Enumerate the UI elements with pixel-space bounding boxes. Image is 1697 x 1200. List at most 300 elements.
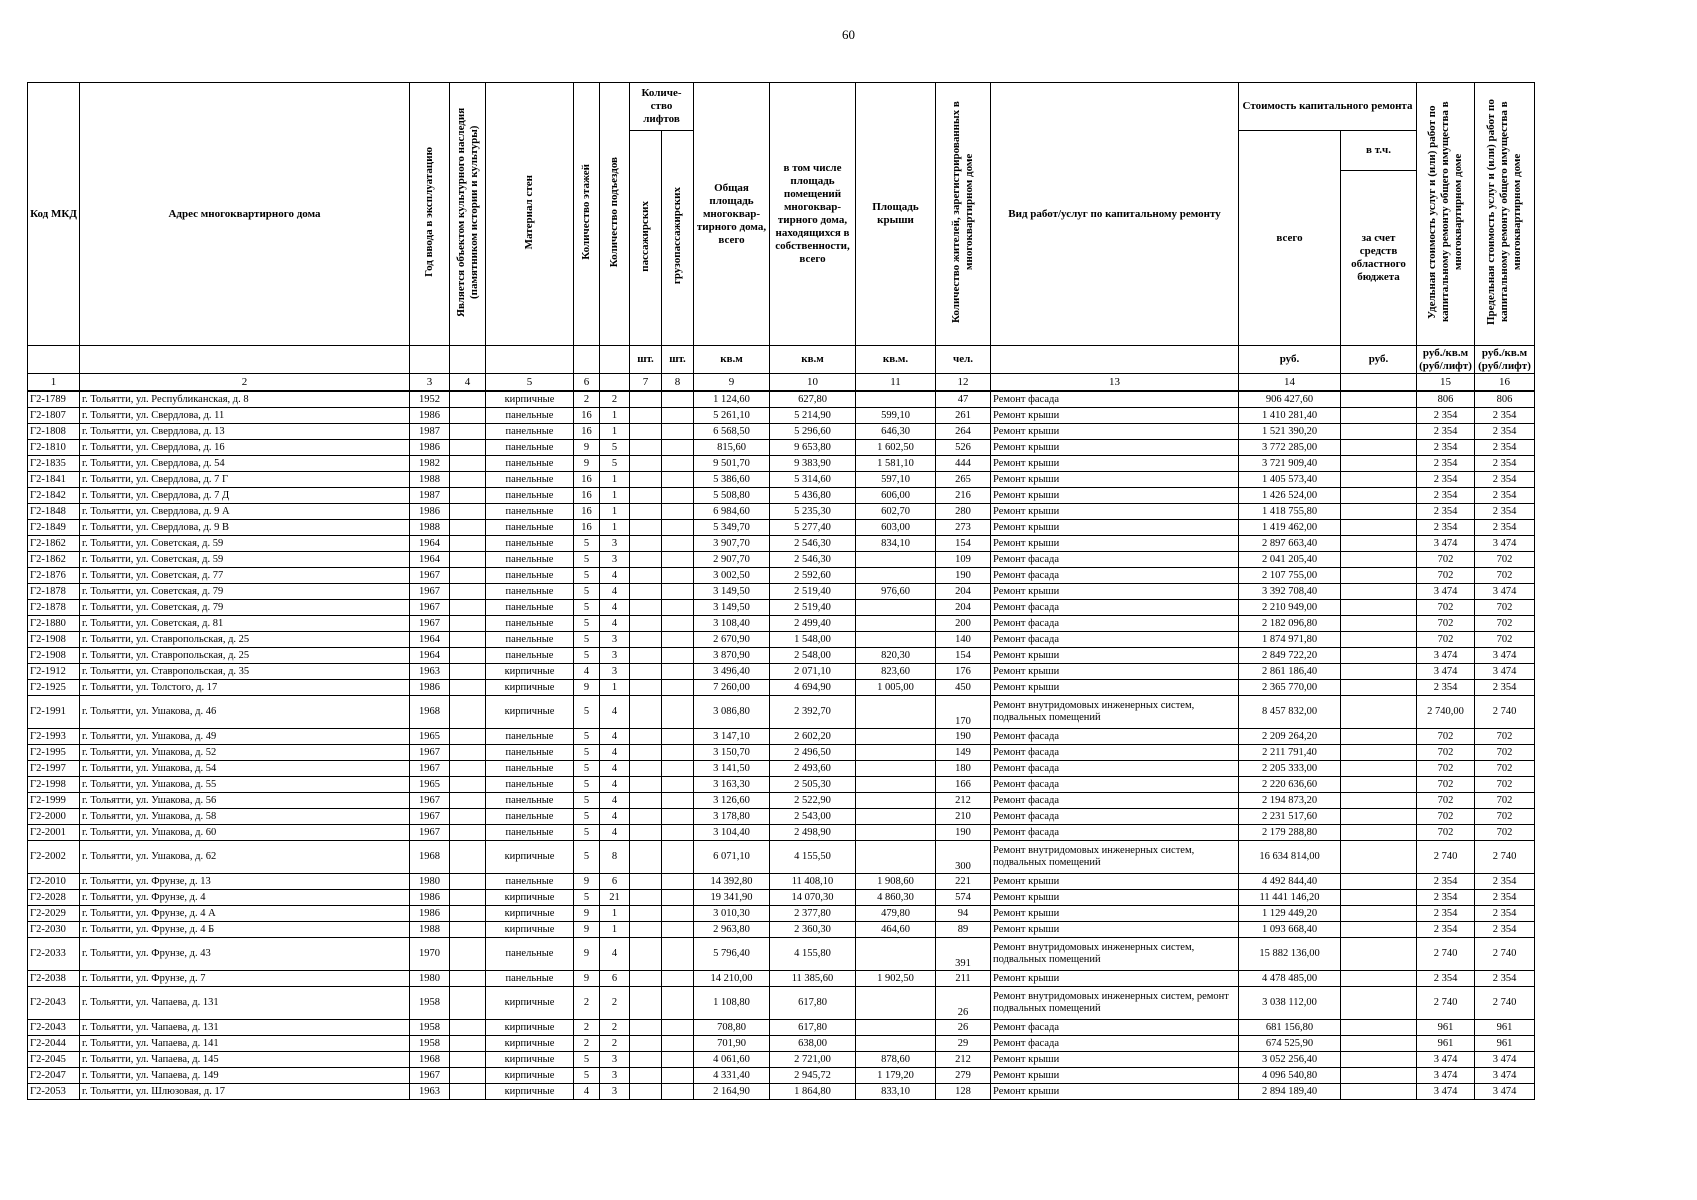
cell-passenger-lifts [630,632,662,648]
cell-heritage [450,1068,486,1084]
cell-year: 1964 [410,552,450,568]
cell-wall-material: кирпичные [486,987,574,1020]
cell-heritage [450,809,486,825]
cell-limit-cost: 702 [1475,729,1535,745]
cell-passenger-lifts [630,536,662,552]
cell-year: 1986 [410,890,450,906]
cell-roof-area: 597,10 [856,472,936,488]
cell-freight-lifts [662,874,694,890]
cell-regional-budget [1341,938,1417,971]
cell-heritage [450,536,486,552]
cell-address: г. Тольятти, ул. Фрунзе, д. 13 [80,874,410,890]
cell-floors: 5 [574,777,600,793]
cell-total-area: 2 963,80 [694,922,770,938]
cell-address: г. Тольятти, ул. Фрунзе, д. 4 А [80,906,410,922]
cell-unit-cost: 3 474 [1417,664,1475,680]
column-number: 11 [856,374,936,392]
cell-address: г. Тольятти, ул. Фрунзе, д. 4 [80,890,410,906]
cell-entrances: 8 [600,841,630,874]
cell-total-area: 3 907,70 [694,536,770,552]
column-number: 4 [450,374,486,392]
unit-owned-area: кв.м [770,346,856,374]
cell-heritage [450,504,486,520]
cell-unit-cost: 2 354 [1417,520,1475,536]
cell-address: г. Тольятти, ул. Ставропольская, д. 25 [80,632,410,648]
cell-year: 1987 [410,424,450,440]
cell-limit-cost: 702 [1475,825,1535,841]
header-owned-area: в том числе площадь помещений многоквар- тирного дома, находящихся в собственности, всего [770,83,856,346]
cell-code: Г2-1849 [28,520,80,536]
cell-limit-cost: 702 [1475,745,1535,761]
cell-unit-cost: 702 [1417,552,1475,568]
cell-total-area: 5 261,10 [694,408,770,424]
cell-code: Г2-2045 [28,1052,80,1068]
cell-owned-area: 2 071,10 [770,664,856,680]
cell-entrances: 2 [600,391,630,408]
cell-regional-budget [1341,1036,1417,1052]
cell-address: г. Тольятти, ул. Советская, д. 79 [80,584,410,600]
cell-regional-budget [1341,777,1417,793]
cell-limit-cost: 2 354 [1475,906,1535,922]
cell-work-type: Ремонт крыши [991,408,1239,424]
cell-total-area: 9 501,70 [694,456,770,472]
cell-cost-total: 8 457 832,00 [1239,696,1341,729]
cell-cost-total: 1 874 971,80 [1239,632,1341,648]
cell-roof-area [856,391,936,408]
table-row [28,616,1535,632]
cell-floors: 9 [574,440,600,456]
cell-cost-total: 2 231 517,60 [1239,809,1341,825]
cell-limit-cost: 3 474 [1475,1068,1535,1084]
cell-roof-area [856,1020,936,1036]
cell-roof-area: 646,30 [856,424,936,440]
cell-total-area: 14 392,80 [694,874,770,890]
cell-entrances: 3 [600,632,630,648]
cell-heritage [450,1036,486,1052]
cell-wall-material: кирпичные [486,664,574,680]
cell-owned-area: 1 864,80 [770,1084,856,1100]
cell-wall-material: кирпичные [486,696,574,729]
cell-heritage [450,632,486,648]
cell-passenger-lifts [630,504,662,520]
cell-limit-cost: 2 740 [1475,987,1535,1020]
cell-limit-cost: 3 474 [1475,584,1535,600]
cell-address: г. Тольятти, ул. Свердлова, д. 9 В [80,520,410,536]
cell-cost-total: 3 052 256,40 [1239,1052,1341,1068]
table-row [28,488,1535,504]
cell-year: 1986 [410,440,450,456]
cell-wall-material: панельные [486,793,574,809]
cell-regional-budget [1341,632,1417,648]
cell-work-type: Ремонт фасада [991,391,1239,408]
cell-address: г. Тольятти, ул. Фрунзе, д. 4 Б [80,922,410,938]
cell-cost-total: 4 492 844,40 [1239,874,1341,890]
cell-unit-cost: 2 740 [1417,938,1475,971]
cell-total-area: 2 907,70 [694,552,770,568]
cell-freight-lifts [662,938,694,971]
cell-cost-total: 3 038 112,00 [1239,987,1341,1020]
cell-work-type: Ремонт фасада [991,568,1239,584]
table-row [28,584,1535,600]
cell-floors: 9 [574,874,600,890]
table-row [28,777,1535,793]
cell-limit-cost: 2 354 [1475,472,1535,488]
cell-owned-area: 2 392,70 [770,696,856,729]
cell-address: г. Тольятти, ул. Чапаева, д. 149 [80,1068,410,1084]
cell-heritage [450,664,486,680]
cell-cost-total: 2 897 663,40 [1239,536,1341,552]
cell-unit-cost: 702 [1417,793,1475,809]
cell-total-area: 3 126,60 [694,793,770,809]
cell-wall-material: панельные [486,616,574,632]
unit-freight-lifts: шт. [662,346,694,374]
cell-address: г. Тольятти, ул. Ушакова, д. 55 [80,777,410,793]
cell-cost-total: 1 405 573,40 [1239,472,1341,488]
column-number: 10 [770,374,856,392]
cell-freight-lifts [662,520,694,536]
cell-passenger-lifts [630,424,662,440]
cell-floors: 16 [574,488,600,504]
cell-residents: 444 [936,456,991,472]
cell-regional-budget [1341,1020,1417,1036]
cell-heritage [450,987,486,1020]
cell-year: 1964 [410,648,450,664]
cell-regional-budget [1341,680,1417,696]
cell-cost-total: 681 156,80 [1239,1020,1341,1036]
cell-total-area: 1 108,80 [694,987,770,1020]
cell-work-type: Ремонт фасада [991,793,1239,809]
cell-roof-area: 602,70 [856,504,936,520]
cell-owned-area: 2 945,72 [770,1068,856,1084]
cell-entrances: 1 [600,472,630,488]
cell-work-type: Ремонт фасада [991,809,1239,825]
cell-address: г. Тольятти, ул. Ставропольская, д. 25 [80,648,410,664]
cell-freight-lifts [662,424,694,440]
cell-residents: 26 [936,1020,991,1036]
cell-residents: 128 [936,1084,991,1100]
cell-total-area: 3 163,30 [694,777,770,793]
cell-floors: 5 [574,648,600,664]
cell-residents: 216 [936,488,991,504]
cell-regional-budget [1341,745,1417,761]
cell-work-type: Ремонт фасада [991,1036,1239,1052]
cell-total-area: 3 086,80 [694,696,770,729]
cell-owned-area: 1 548,00 [770,632,856,648]
cell-work-type: Ремонт крыши [991,890,1239,906]
cell-regional-budget [1341,971,1417,987]
header-limit-cost: Предельная стоимость услуг и (или) работ по капитальному ремонту общего имущества в многоквартирном доме [1475,83,1535,346]
cell-owned-area: 2 377,80 [770,906,856,922]
cell-code: Г2-1908 [28,648,80,664]
cell-total-area: 6 071,10 [694,841,770,874]
cell-residents: 526 [936,440,991,456]
cell-year: 1952 [410,391,450,408]
cell-cost-total: 1 426 524,00 [1239,488,1341,504]
cell-entrances: 21 [600,890,630,906]
cell-wall-material: панельные [486,488,574,504]
cell-work-type: Ремонт крыши [991,1052,1239,1068]
cell-heritage [450,890,486,906]
cell-passenger-lifts [630,472,662,488]
cell-limit-cost: 702 [1475,632,1535,648]
cell-entrances: 3 [600,664,630,680]
cell-total-area: 3 104,40 [694,825,770,841]
cell-freight-lifts [662,1084,694,1100]
unit-residents: чел. [936,346,991,374]
cell-total-area: 3 149,50 [694,584,770,600]
cell-work-type: Ремонт фасада [991,632,1239,648]
cell-cost-total: 2 209 264,20 [1239,729,1341,745]
cell-code: Г2-1835 [28,456,80,472]
cell-regional-budget [1341,729,1417,745]
table-row [28,680,1535,696]
cell-residents: 273 [936,520,991,536]
cell-roof-area: 834,10 [856,536,936,552]
cell-roof-area: 603,00 [856,520,936,536]
cell-residents: 212 [936,1052,991,1068]
cell-address: г. Тольятти, ул. Толстого, д. 17 [80,680,410,696]
cell-year: 1967 [410,809,450,825]
cell-year: 1986 [410,680,450,696]
cell-floors: 9 [574,922,600,938]
column-number: 1 [28,374,80,392]
cell-total-area: 3 150,70 [694,745,770,761]
cell-code: Г2-1993 [28,729,80,745]
cell-address: г. Тольятти, ул. Фрунзе, д. 43 [80,938,410,971]
cell-cost-total: 11 441 146,20 [1239,890,1341,906]
cell-address: г. Тольятти, ул. Ушакова, д. 46 [80,696,410,729]
cell-limit-cost: 2 354 [1475,408,1535,424]
cell-roof-area [856,825,936,841]
cell-limit-cost: 702 [1475,568,1535,584]
cell-regional-budget [1341,922,1417,938]
cell-residents: 211 [936,971,991,987]
cell-roof-area [856,938,936,971]
cell-work-type: Ремонт фасада [991,777,1239,793]
cell-roof-area [856,696,936,729]
cell-regional-budget [1341,841,1417,874]
cell-entrances: 4 [600,938,630,971]
cell-roof-area: 878,60 [856,1052,936,1068]
cell-heritage [450,971,486,987]
cell-floors: 16 [574,504,600,520]
cell-address: г. Тольятти, ул. Чапаева, д. 131 [80,987,410,1020]
cell-year: 1970 [410,938,450,971]
cell-regional-budget [1341,440,1417,456]
cell-cost-total: 2 107 755,00 [1239,568,1341,584]
cell-heritage [450,456,486,472]
capital-repair-table [27,82,1535,1100]
cell-cost-total: 2 894 189,40 [1239,1084,1341,1100]
table-row [28,1036,1535,1052]
cell-code: Г2-1842 [28,488,80,504]
cell-wall-material: панельные [486,971,574,987]
cell-wall-material: панельные [486,504,574,520]
cell-heritage [450,680,486,696]
cell-roof-area [856,1036,936,1052]
cell-heritage [450,408,486,424]
cell-owned-area: 2 519,40 [770,584,856,600]
cell-unit-cost: 2 354 [1417,971,1475,987]
cell-address: г. Тольятти, ул. Свердлова, д. 13 [80,424,410,440]
cell-freight-lifts [662,616,694,632]
table-row [28,745,1535,761]
cell-address: г. Тольятти, ул. Свердлова, д. 16 [80,440,410,456]
cell-entrances: 2 [600,1036,630,1052]
cell-floors: 9 [574,680,600,696]
cell-wall-material: панельные [486,520,574,536]
cell-unit-cost: 702 [1417,825,1475,841]
cell-regional-budget [1341,391,1417,408]
cell-address: г. Тольятти, ул. Чапаева, д. 145 [80,1052,410,1068]
cell-code: Г2-1925 [28,680,80,696]
cell-roof-area [856,632,936,648]
cell-residents: 154 [936,536,991,552]
cell-total-area: 5 386,60 [694,472,770,488]
cell-entrances: 4 [600,729,630,745]
table-row [28,472,1535,488]
cell-residents: 89 [936,922,991,938]
cell-residents: 212 [936,793,991,809]
table-body [28,391,1535,1100]
cell-floors: 9 [574,971,600,987]
cell-wall-material: панельные [486,584,574,600]
cell-address: г. Тольятти, ул. Ушакова, д. 54 [80,761,410,777]
table-row [28,424,1535,440]
table-row [28,729,1535,745]
cell-unit-cost: 702 [1417,729,1475,745]
cell-freight-lifts [662,825,694,841]
cell-total-area: 815,60 [694,440,770,456]
cell-regional-budget [1341,809,1417,825]
cell-code: Г2-2000 [28,809,80,825]
cell-floors: 5 [574,616,600,632]
cell-wall-material: панельные [486,761,574,777]
cell-limit-cost: 2 354 [1475,424,1535,440]
table-row [28,761,1535,777]
header-unit-cost: Удельная стоимость услуг и (или) работ по капитальному ремонту общего имущества в многоквартирном доме [1417,83,1475,346]
cell-entrances: 5 [600,440,630,456]
cell-floors: 2 [574,1036,600,1052]
cell-address: г. Тольятти, ул. Советская, д. 81 [80,616,410,632]
cell-owned-area: 11 385,60 [770,971,856,987]
table-row [28,568,1535,584]
cell-floors: 16 [574,472,600,488]
cell-floors: 5 [574,825,600,841]
cell-passenger-lifts [630,456,662,472]
cell-heritage [450,440,486,456]
table-row [28,841,1535,874]
cell-entrances: 5 [600,456,630,472]
cell-floors: 9 [574,456,600,472]
cell-year: 1968 [410,1052,450,1068]
cell-entrances: 4 [600,584,630,600]
cell-floors: 16 [574,408,600,424]
cell-limit-cost: 2 354 [1475,456,1535,472]
cell-regional-budget [1341,648,1417,664]
table-row [28,600,1535,616]
cell-code: Г2-2028 [28,890,80,906]
cell-floors: 5 [574,536,600,552]
table-row [28,938,1535,971]
cell-owned-area: 5 314,60 [770,472,856,488]
cell-owned-area: 2 496,50 [770,745,856,761]
cell-work-type: Ремонт внутридомовых инженерных систем, подвальных помещений [991,938,1239,971]
cell-cost-total: 4 478 485,00 [1239,971,1341,987]
cell-total-area: 3 141,50 [694,761,770,777]
header-including: в т.ч. [1341,131,1417,171]
cell-owned-area: 5 436,80 [770,488,856,504]
cell-heritage [450,793,486,809]
cell-roof-area: 599,10 [856,408,936,424]
cell-wall-material: панельные [486,456,574,472]
table-row [28,408,1535,424]
cell-freight-lifts [662,680,694,696]
cell-owned-area: 5 277,40 [770,520,856,536]
cell-roof-area: 1 908,60 [856,874,936,890]
cell-year: 1968 [410,696,450,729]
cell-year: 1958 [410,1036,450,1052]
cell-address: г. Тольятти, ул. Советская, д. 59 [80,536,410,552]
cell-unit-cost: 2 354 [1417,504,1475,520]
table-row [28,793,1535,809]
cell-heritage [450,568,486,584]
cell-code: Г2-1908 [28,632,80,648]
column-number: 2 [80,374,410,392]
cell-work-type: Ремонт фасада [991,600,1239,616]
capital-repair-table-sheet [27,82,1535,1100]
cell-work-type: Ремонт крыши [991,584,1239,600]
cell-entrances: 3 [600,1084,630,1100]
cell-code: Г2-1995 [28,745,80,761]
cell-passenger-lifts [630,1020,662,1036]
cell-unit-cost: 3 474 [1417,648,1475,664]
cell-floors: 9 [574,938,600,971]
cell-entrances: 3 [600,552,630,568]
cell-residents: 176 [936,664,991,680]
cell-year: 1987 [410,488,450,504]
cell-work-type: Ремонт крыши [991,504,1239,520]
cell-limit-cost: 2 354 [1475,971,1535,987]
cell-passenger-lifts [630,938,662,971]
cell-freight-lifts [662,777,694,793]
column-numbers-row [28,374,1535,392]
cell-year: 1967 [410,584,450,600]
cell-address: г. Тольятти, ул. Советская, д. 77 [80,568,410,584]
cell-limit-cost: 806 [1475,391,1535,408]
cell-address: г. Тольятти, ул. Советская, д. 79 [80,600,410,616]
cell-year: 1986 [410,906,450,922]
cell-entrances: 6 [600,971,630,987]
cell-floors: 5 [574,1068,600,1084]
cell-residents: 26 [936,987,991,1020]
cell-work-type: Ремонт крыши [991,1068,1239,1084]
cell-code: Г2-1878 [28,584,80,600]
cell-entrances: 1 [600,424,630,440]
cell-residents: 29 [936,1036,991,1052]
cell-freight-lifts [662,600,694,616]
cell-heritage [450,874,486,890]
cell-cost-total: 3 392 708,40 [1239,584,1341,600]
cell-residents: 190 [936,568,991,584]
cell-work-type: Ремонт крыши [991,1084,1239,1100]
table-row [28,440,1535,456]
table-row [28,825,1535,841]
cell-code: Г2-2053 [28,1084,80,1100]
cell-freight-lifts [662,584,694,600]
cell-passenger-lifts [630,729,662,745]
cell-code: Г2-2029 [28,906,80,922]
